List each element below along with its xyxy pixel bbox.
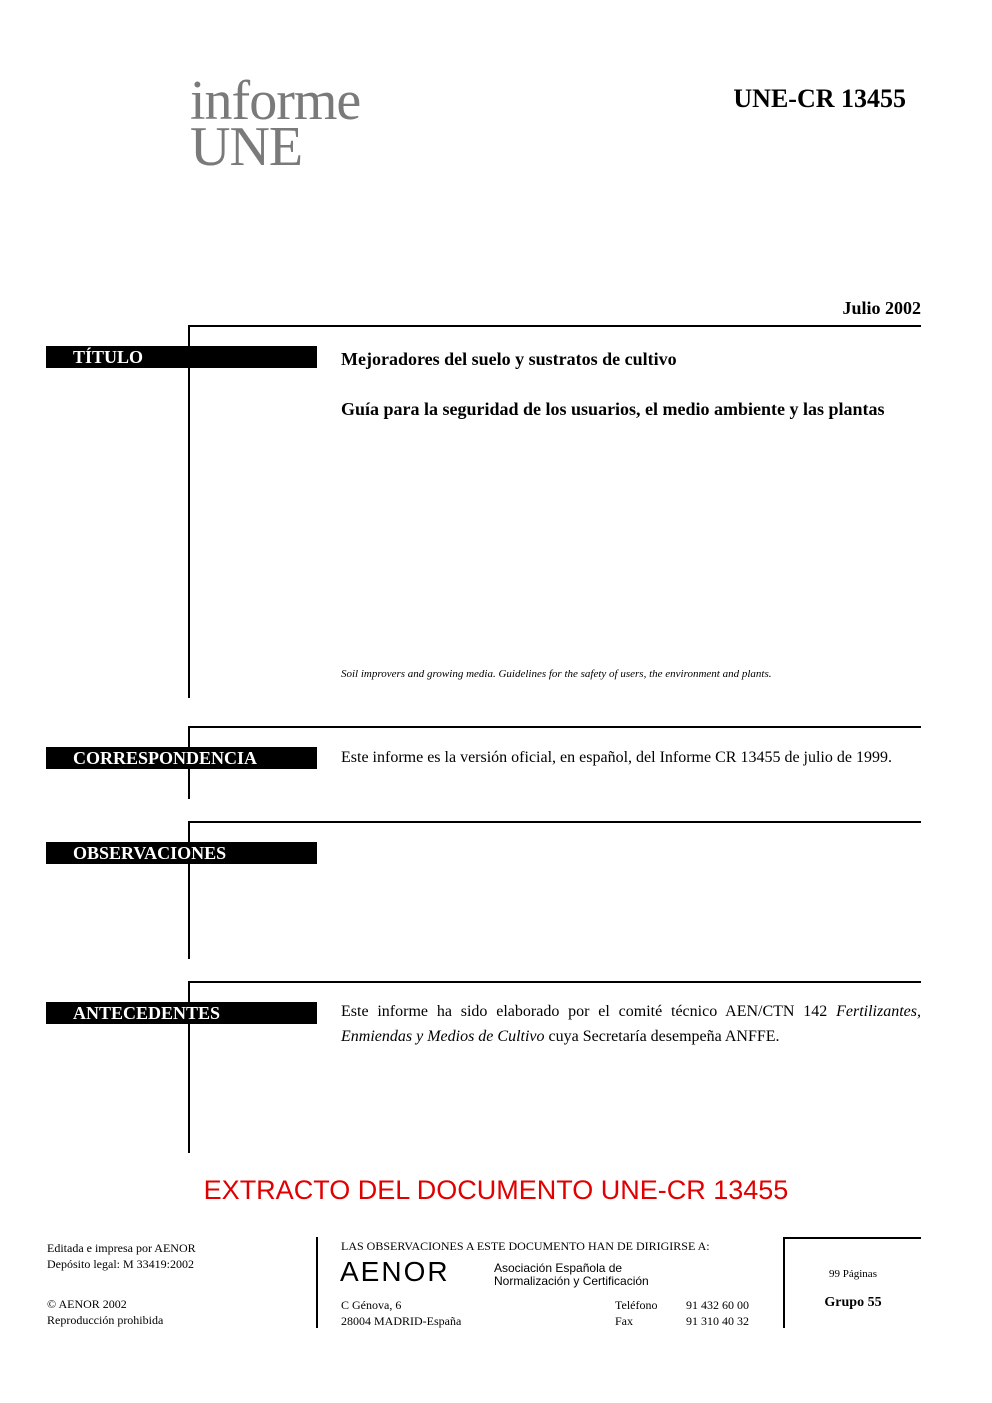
fax-value: 91 310 40 32 — [686, 1314, 749, 1328]
title-subtitle: Guía para la seguridad de los usuarios, el medio ambiente y las plantas — [341, 399, 885, 419]
document-code: UNE-CR 13455 — [733, 84, 906, 113]
footer-box-top-line — [783, 1237, 921, 1239]
label-observaciones: OBSERVACIONES — [46, 842, 317, 864]
section-divider-observaciones — [188, 821, 921, 823]
footer-reproduccion: Reproducción prohibida — [47, 1313, 164, 1327]
antecedentes-text-start: Este informe ha sido elaborado por el comité técnico AEN/CTN 142 — [341, 1003, 837, 1020]
section-divider-titulo — [188, 325, 921, 327]
label-titulo: TÍTULO — [46, 346, 317, 368]
section-divider-antecedentes — [188, 981, 921, 983]
footer-observaciones-heading: LAS OBSERVACIONES A ESTE DOCUMENTO HAN DE DIRIGIRSE A: — [341, 1239, 710, 1253]
assoc-line-2: Normalización y Certificación — [494, 1274, 649, 1288]
brand-title — [190, 70, 361, 178]
section-divider-correspondencia — [188, 726, 921, 728]
title-main: Mejoradores del suelo y sustratos de cultivo — [341, 349, 677, 369]
footer-contact-labels — [615, 1297, 657, 1329]
price-group: Grupo 55 — [824, 1295, 882, 1310]
document-date: Julio 2002 — [842, 298, 921, 318]
address-city: 28004 MADRID-España — [341, 1314, 462, 1328]
label-correspondencia: CORRESPONDENCIA — [46, 747, 317, 769]
footer-copyright-info — [47, 1296, 163, 1328]
footer-vline-left — [316, 1237, 318, 1328]
footer-box-left-line — [783, 1237, 785, 1328]
label-antecedentes: ANTECEDENTES — [46, 1002, 317, 1024]
page-count: 99 Páginas — [829, 1268, 877, 1280]
extract-notice: EXTRACTO DEL DOCUMENTO UNE-CR 13455 — [203, 1175, 789, 1205]
footer-copyright: © AENOR 2002 — [47, 1297, 127, 1311]
correspondencia-text: Este informe es la versión oficial, en español, del Informe CR 13455 de julio de 1999. — [341, 749, 892, 766]
footer-contact-values — [686, 1297, 749, 1329]
brand-line-une: UNE — [190, 116, 303, 178]
footer-deposito: Depósito legal: M 33419:2002 — [47, 1257, 194, 1271]
footer-address — [341, 1297, 461, 1329]
fax-label: Fax — [615, 1314, 633, 1328]
aenor-association-name — [494, 1262, 649, 1288]
assoc-line-1: Asociación Española de — [494, 1261, 623, 1275]
antecedentes-committee-name: Fertilizantes, Enmiendas y Medios de Cultivo — [341, 1003, 921, 1045]
brand-line-informe: informe — [190, 70, 361, 132]
antecedentes-text-end: cuya Secretaría desempeña ANFFE. — [544, 1028, 780, 1045]
section-vline-titulo — [188, 325, 190, 698]
english-title: Soil improvers and growing media. Guidelines for the safety of users, the environment and plants. — [341, 668, 772, 680]
antecedentes-text — [341, 999, 921, 1049]
footer-edition-info — [47, 1240, 196, 1272]
telefono-value: 91 432 60 00 — [686, 1298, 749, 1312]
footer-edited: Editada e impresa por AENOR — [47, 1241, 196, 1255]
aenor-logo: AENOR — [340, 1256, 450, 1287]
telefono-label: Teléfono — [615, 1298, 658, 1312]
address-street: C Génova, 6 — [341, 1298, 402, 1312]
